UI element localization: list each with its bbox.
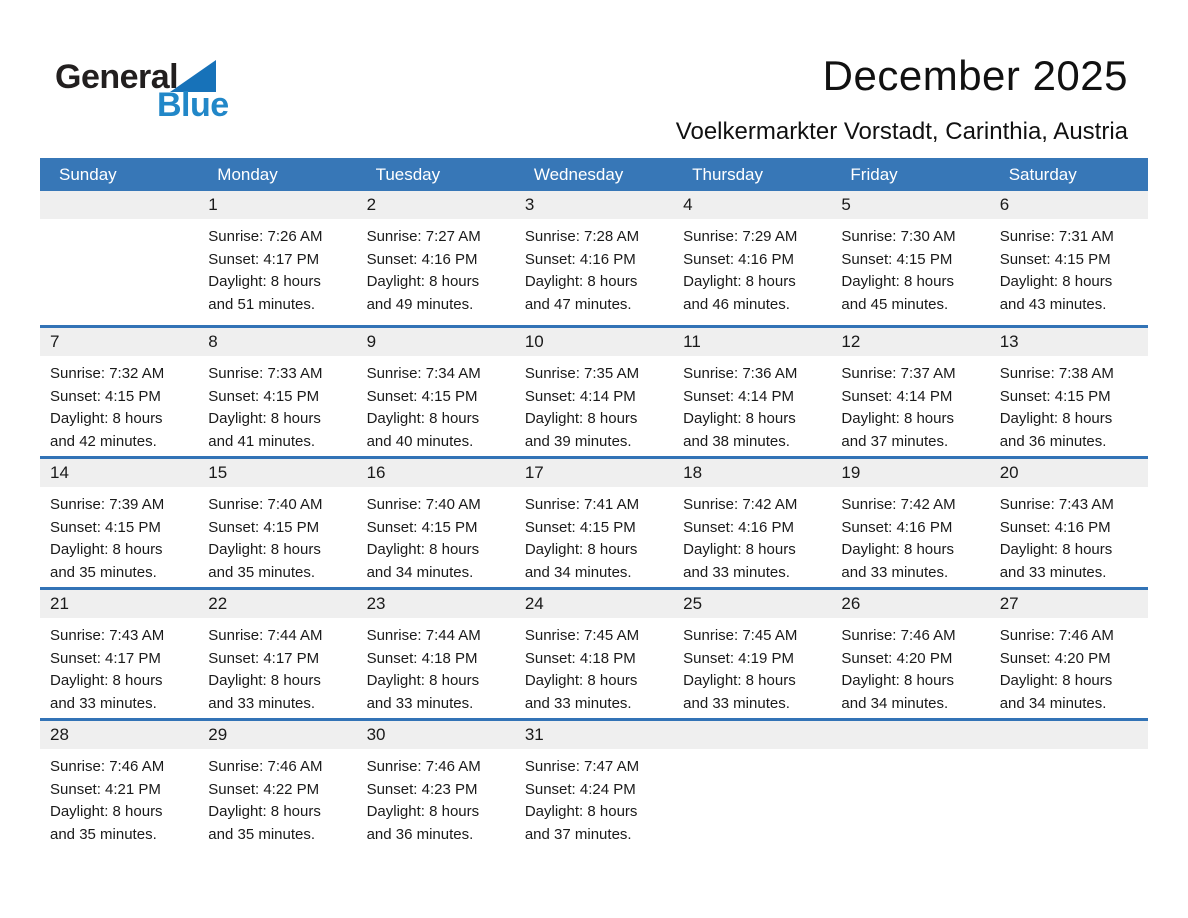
week-row-3 <box>40 456 1148 587</box>
day-number: 11 <box>673 328 831 356</box>
calendar-day-cell-25 <box>673 590 831 718</box>
detail-line: Daylight: 8 hours <box>841 672 954 689</box>
day-sun-details <box>831 219 989 316</box>
day-sun-details <box>831 749 989 756</box>
day-number: 24 <box>515 590 673 618</box>
day-number: 9 <box>357 328 515 356</box>
detail-line: Sunrise: 7:29 AM <box>683 228 798 245</box>
day-number <box>673 721 831 749</box>
detail-line: and 34 minutes. <box>524 563 632 581</box>
detail-line: Daylight: 8 hours <box>366 803 480 820</box>
day-sun-details <box>515 219 673 316</box>
detail-line: Sunrise: 7:40 AM <box>366 496 481 513</box>
detail-line: Daylight: 8 hours <box>524 803 638 820</box>
day-number: 25 <box>673 590 831 618</box>
day-sun-details <box>673 487 831 584</box>
calendar-day-cell-23 <box>357 590 515 718</box>
day-sun-details <box>357 487 515 584</box>
detail-line: Sunrise: 7:41 AM <box>524 496 640 513</box>
detail-line: Daylight: 8 hours <box>683 541 796 558</box>
detail-line: Sunset: 4:15 PM <box>208 518 320 536</box>
detail-line: and 36 minutes. <box>999 432 1107 450</box>
detail-line: Daylight: 8 hours <box>524 410 638 427</box>
detail-line: Sunrise: 7:46 AM <box>50 758 165 775</box>
detail-line: and 33 minutes. <box>683 694 790 712</box>
day-number <box>831 721 989 749</box>
detail-line: Sunrise: 7:43 AM <box>999 496 1114 513</box>
detail-line: Daylight: 8 hours <box>999 541 1113 558</box>
day-sun-details <box>515 356 673 453</box>
calendar-day-cell-30 <box>357 721 515 849</box>
detail-line: Daylight: 8 hours <box>999 672 1113 689</box>
day-sun-details <box>515 749 673 846</box>
detail-line: and 37 minutes. <box>524 825 632 843</box>
day-sun-details <box>831 356 989 453</box>
calendar-day-cell-6 <box>990 191 1148 325</box>
calendar-day-cell-9 <box>357 328 515 456</box>
detail-line: Daylight: 8 hours <box>999 273 1113 290</box>
calendar-day-cell-11 <box>673 328 831 456</box>
calendar-day-cell-8 <box>198 328 356 456</box>
weekday-header-monday: Monday <box>217 164 278 184</box>
detail-line: and 33 minutes. <box>999 563 1107 581</box>
detail-line: and 36 minutes. <box>366 825 474 843</box>
detail-line: and 35 minutes. <box>50 825 157 843</box>
calendar-day-cell-19 <box>831 459 989 587</box>
calendar-day-cell-12 <box>831 328 989 456</box>
detail-line: Daylight: 8 hours <box>999 410 1113 427</box>
day-number: 10 <box>515 328 673 356</box>
detail-line: Daylight: 8 hours <box>841 273 954 290</box>
detail-line: Sunrise: 7:42 AM <box>683 496 798 513</box>
calendar-day-cell-31 <box>515 721 673 849</box>
day-sun-details <box>40 219 198 226</box>
day-sun-details <box>198 356 356 453</box>
detail-line: Sunset: 4:14 PM <box>524 387 636 405</box>
detail-line: Sunset: 4:16 PM <box>683 250 795 268</box>
detail-line: and 38 minutes. <box>683 432 790 450</box>
calendar-day-cell-29 <box>198 721 356 849</box>
detail-line: and 33 minutes. <box>524 694 632 712</box>
calendar-day-cell-26 <box>831 590 989 718</box>
detail-line: Sunset: 4:19 PM <box>683 649 795 667</box>
day-number: 27 <box>990 590 1148 618</box>
weekday-header-wednesday: Wednesday <box>533 164 624 184</box>
week-row-5 <box>40 718 1148 849</box>
detail-line: and 45 minutes. <box>841 295 949 313</box>
day-sun-details <box>831 618 989 715</box>
calendar-empty-cell <box>673 721 831 849</box>
logo-word-blue: Blue <box>157 86 229 124</box>
day-sun-details <box>673 618 831 715</box>
detail-line: and 41 minutes. <box>208 432 316 450</box>
day-sun-details <box>990 618 1148 715</box>
calendar-day-cell-17 <box>515 459 673 587</box>
detail-line: Sunrise: 7:34 AM <box>366 365 481 382</box>
calendar-empty-cell <box>831 721 989 849</box>
detail-line: Sunset: 4:24 PM <box>524 780 636 798</box>
day-sun-details <box>357 219 515 316</box>
day-number: 4 <box>673 191 831 219</box>
detail-line: Sunset: 4:18 PM <box>366 649 478 667</box>
calendar-day-cell-4 <box>673 191 831 325</box>
day-number: 17 <box>515 459 673 487</box>
detail-line: and 49 minutes. <box>366 295 474 313</box>
detail-line: Sunset: 4:15 PM <box>208 387 320 405</box>
day-sun-details <box>198 618 356 715</box>
detail-line: Daylight: 8 hours <box>524 672 638 689</box>
detail-line: Sunset: 4:22 PM <box>208 780 320 798</box>
day-number <box>40 191 198 219</box>
detail-line: Sunset: 4:23 PM <box>366 780 478 798</box>
calendar-day-cell-5 <box>831 191 989 325</box>
calendar-table <box>40 158 1148 849</box>
detail-line: Sunrise: 7:38 AM <box>999 365 1114 382</box>
detail-line: Daylight: 8 hours <box>683 672 796 689</box>
day-number: 12 <box>831 328 989 356</box>
detail-line: Daylight: 8 hours <box>524 273 638 290</box>
detail-line: Sunrise: 7:31 AM <box>999 228 1114 245</box>
week-row-1 <box>40 191 1148 325</box>
detail-line: Sunset: 4:15 PM <box>999 387 1111 405</box>
day-sun-details <box>515 487 673 584</box>
detail-line: Sunrise: 7:30 AM <box>841 228 956 245</box>
day-number: 2 <box>357 191 515 219</box>
weekday-header-row <box>40 158 1148 191</box>
detail-line: Sunset: 4:15 PM <box>524 518 636 536</box>
detail-line: Sunrise: 7:45 AM <box>683 627 798 644</box>
weekday-header-friday: Friday <box>850 164 898 184</box>
detail-line: Sunrise: 7:40 AM <box>208 496 323 513</box>
weekday-header-saturday: Saturday <box>1008 164 1077 184</box>
detail-line: Daylight: 8 hours <box>50 803 163 820</box>
calendar-day-cell-15 <box>198 459 356 587</box>
day-number: 6 <box>990 191 1148 219</box>
day-number: 16 <box>357 459 515 487</box>
detail-line: Sunrise: 7:35 AM <box>524 365 640 382</box>
calendar-day-cell-21 <box>40 590 198 718</box>
detail-line: and 39 minutes. <box>524 432 632 450</box>
day-sun-details <box>198 219 356 316</box>
calendar-weeks <box>40 191 1148 849</box>
day-number: 13 <box>990 328 1148 356</box>
day-number: 7 <box>40 328 198 356</box>
calendar-day-cell-16 <box>357 459 515 587</box>
detail-line: Daylight: 8 hours <box>208 672 321 689</box>
day-number: 30 <box>357 721 515 749</box>
detail-line: and 43 minutes. <box>999 295 1107 313</box>
detail-line: Daylight: 8 hours <box>50 672 163 689</box>
detail-line: Sunrise: 7:39 AM <box>50 496 165 513</box>
day-sun-details <box>40 487 198 584</box>
day-sun-details <box>198 487 356 584</box>
detail-line: and 33 minutes. <box>366 694 474 712</box>
weekday-header-sunday: Sunday <box>59 164 117 184</box>
detail-line: Sunset: 4:15 PM <box>366 387 478 405</box>
calendar-day-cell-1 <box>198 191 356 325</box>
detail-line: Sunset: 4:15 PM <box>50 518 161 536</box>
day-number: 22 <box>198 590 356 618</box>
day-number: 28 <box>40 721 198 749</box>
detail-line: and 46 minutes. <box>683 295 790 313</box>
detail-line: Daylight: 8 hours <box>208 273 321 290</box>
detail-line: Daylight: 8 hours <box>366 410 480 427</box>
day-sun-details <box>831 487 989 584</box>
day-number: 1 <box>198 191 356 219</box>
detail-line: Sunset: 4:14 PM <box>683 387 795 405</box>
detail-line: and 40 minutes. <box>366 432 474 450</box>
logo-word-general: General <box>55 58 179 96</box>
detail-line: Sunrise: 7:46 AM <box>999 627 1114 644</box>
calendar-empty-cell <box>40 191 198 325</box>
detail-line: Sunset: 4:20 PM <box>999 649 1111 667</box>
day-sun-details <box>673 356 831 453</box>
detail-line: Sunset: 4:17 PM <box>208 649 320 667</box>
weekday-header-thursday: Thursday <box>692 164 764 184</box>
detail-line: Sunrise: 7:46 AM <box>208 758 323 775</box>
detail-line: Daylight: 8 hours <box>366 273 480 290</box>
day-sun-details <box>990 487 1148 584</box>
day-number: 14 <box>40 459 198 487</box>
detail-line: Daylight: 8 hours <box>208 541 321 558</box>
day-number <box>990 721 1148 749</box>
day-sun-details <box>673 749 831 756</box>
detail-line: Sunrise: 7:43 AM <box>50 627 165 644</box>
detail-line: Sunset: 4:20 PM <box>841 649 953 667</box>
day-number: 29 <box>198 721 356 749</box>
calendar-day-cell-24 <box>515 590 673 718</box>
detail-line: Sunrise: 7:44 AM <box>366 627 481 644</box>
detail-line: and 42 minutes. <box>50 432 157 450</box>
calendar-empty-cell <box>990 721 1148 849</box>
day-number: 26 <box>831 590 989 618</box>
detail-line: Sunset: 4:16 PM <box>999 518 1111 536</box>
detail-line: Sunrise: 7:46 AM <box>366 758 481 775</box>
calendar-day-cell-20 <box>990 459 1148 587</box>
detail-line: Sunset: 4:16 PM <box>366 250 478 268</box>
general-blue-logo <box>55 58 229 124</box>
day-number: 31 <box>515 721 673 749</box>
calendar-day-cell-7 <box>40 328 198 456</box>
detail-line: Sunrise: 7:37 AM <box>841 365 956 382</box>
detail-line: Sunset: 4:17 PM <box>208 250 320 268</box>
detail-line: Daylight: 8 hours <box>841 410 954 427</box>
detail-line: Sunset: 4:21 PM <box>50 780 161 798</box>
day-sun-details <box>357 749 515 846</box>
detail-line: and 33 minutes. <box>683 563 790 581</box>
detail-line: and 37 minutes. <box>841 432 949 450</box>
day-number: 23 <box>357 590 515 618</box>
detail-line: Daylight: 8 hours <box>841 541 954 558</box>
day-number: 5 <box>831 191 989 219</box>
detail-line: and 34 minutes. <box>366 563 474 581</box>
detail-line: Sunrise: 7:28 AM <box>524 228 640 245</box>
detail-line: Sunrise: 7:44 AM <box>208 627 323 644</box>
location-subtitle: Voelkermarkter Vorstadt, Carinthia, Austria <box>675 118 1128 145</box>
day-sun-details <box>673 219 831 316</box>
day-number: 20 <box>990 459 1148 487</box>
detail-line: Daylight: 8 hours <box>366 672 480 689</box>
week-row-4 <box>40 587 1148 718</box>
detail-line: Sunset: 4:14 PM <box>841 387 953 405</box>
detail-line: Sunrise: 7:42 AM <box>841 496 956 513</box>
detail-line: Daylight: 8 hours <box>50 541 163 558</box>
weekday-header-tuesday: Tuesday <box>375 164 441 184</box>
day-sun-details <box>515 618 673 715</box>
detail-line: and 34 minutes. <box>999 694 1107 712</box>
calendar-day-cell-3 <box>515 191 673 325</box>
detail-line: and 35 minutes. <box>208 825 316 843</box>
detail-line: and 35 minutes. <box>208 563 316 581</box>
detail-line: Sunset: 4:15 PM <box>999 250 1111 268</box>
calendar-day-cell-27 <box>990 590 1148 718</box>
detail-line: Sunset: 4:16 PM <box>683 518 795 536</box>
detail-line: and 51 minutes. <box>208 295 316 313</box>
detail-line: Sunrise: 7:33 AM <box>208 365 323 382</box>
detail-line: Sunset: 4:15 PM <box>366 518 478 536</box>
calendar-day-cell-18 <box>673 459 831 587</box>
day-sun-details <box>357 356 515 453</box>
detail-line: Daylight: 8 hours <box>208 410 321 427</box>
calendar-day-cell-10 <box>515 328 673 456</box>
detail-line: Sunrise: 7:45 AM <box>524 627 640 644</box>
detail-line: Sunrise: 7:26 AM <box>208 228 323 245</box>
day-number: 19 <box>831 459 989 487</box>
detail-line: and 33 minutes. <box>208 694 316 712</box>
calendar-day-cell-22 <box>198 590 356 718</box>
day-number: 3 <box>515 191 673 219</box>
day-number: 18 <box>673 459 831 487</box>
calendar-day-cell-2 <box>357 191 515 325</box>
page-title: December 2025 <box>822 52 1128 99</box>
detail-line: and 33 minutes. <box>50 694 157 712</box>
calendar-day-cell-28 <box>40 721 198 849</box>
detail-line: Sunset: 4:15 PM <box>50 387 161 405</box>
detail-line: Sunset: 4:18 PM <box>524 649 636 667</box>
detail-line: Sunset: 4:17 PM <box>50 649 161 667</box>
detail-line: Sunrise: 7:46 AM <box>841 627 956 644</box>
detail-line: Sunset: 4:15 PM <box>841 250 953 268</box>
day-number: 8 <box>198 328 356 356</box>
detail-line: Daylight: 8 hours <box>683 273 796 290</box>
detail-line: Daylight: 8 hours <box>50 410 163 427</box>
day-number: 15 <box>198 459 356 487</box>
calendar-day-cell-13 <box>990 328 1148 456</box>
calendar-day-cell-14 <box>40 459 198 587</box>
day-sun-details <box>198 749 356 846</box>
day-number: 21 <box>40 590 198 618</box>
day-sun-details <box>40 356 198 453</box>
day-sun-details <box>40 749 198 846</box>
detail-line: and 35 minutes. <box>50 563 157 581</box>
detail-line: Sunrise: 7:32 AM <box>50 365 165 382</box>
detail-line: Sunset: 4:16 PM <box>841 518 953 536</box>
detail-line: Sunrise: 7:27 AM <box>366 228 481 245</box>
day-sun-details <box>990 749 1148 756</box>
week-row-2 <box>40 325 1148 456</box>
day-sun-details <box>990 356 1148 453</box>
detail-line: Sunrise: 7:47 AM <box>524 758 640 775</box>
detail-line: Daylight: 8 hours <box>683 410 796 427</box>
detail-line: Daylight: 8 hours <box>208 803 321 820</box>
detail-line: and 33 minutes. <box>841 563 949 581</box>
detail-line: Daylight: 8 hours <box>524 541 638 558</box>
day-sun-details <box>40 618 198 715</box>
detail-line: and 34 minutes. <box>841 694 949 712</box>
detail-line: Sunset: 4:16 PM <box>524 250 636 268</box>
day-sun-details <box>357 618 515 715</box>
detail-line: Sunrise: 7:36 AM <box>683 365 798 382</box>
detail-line: and 47 minutes. <box>524 295 632 313</box>
detail-line: Daylight: 8 hours <box>366 541 480 558</box>
day-sun-details <box>990 219 1148 316</box>
